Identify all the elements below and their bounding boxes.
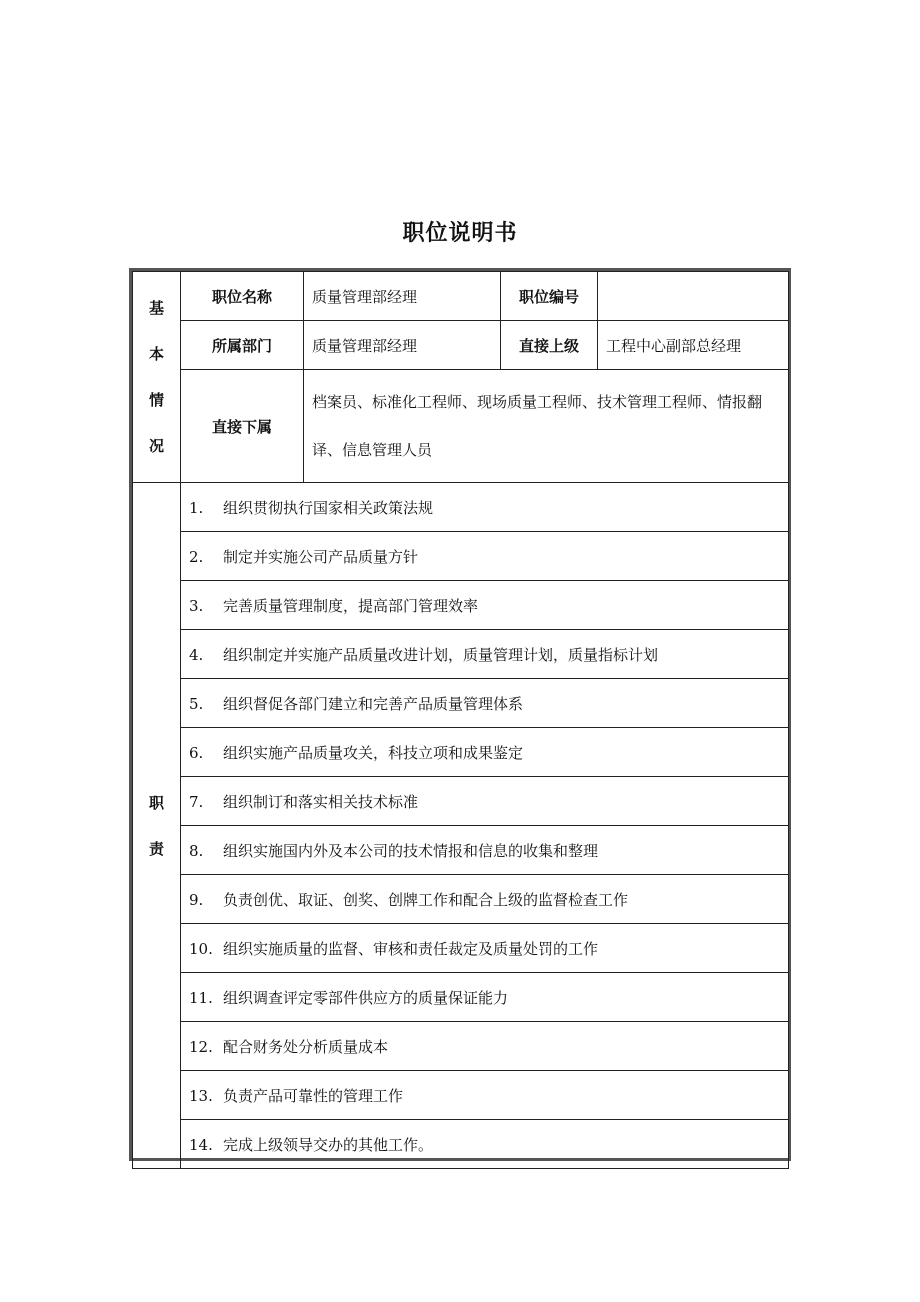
duty-text: 组织制定并实施产品质量改进计划，质量管理计划，质量指标计划: [223, 645, 659, 664]
section-char: 基: [148, 299, 164, 317]
duty-text: 制定并实施公司产品质量方针: [223, 547, 419, 566]
duty-row: [133, 826, 789, 875]
duty-text: 组织实施质量的监督、审核和责任裁定及质量处罚的工作: [223, 939, 599, 958]
duty-number: 9.: [189, 890, 204, 909]
duty-item: [181, 1120, 789, 1169]
duty-text: 完成上级领导交办的其他工作。: [223, 1135, 434, 1154]
duty-row: [133, 581, 789, 630]
basic-info-section-label: [133, 272, 181, 483]
duty-number: 7.: [189, 792, 204, 811]
duty-number: 4.: [189, 645, 204, 664]
duty-row: [133, 483, 789, 532]
duty-item: [181, 1071, 789, 1120]
job-description-table: [132, 271, 789, 1169]
section-char: 本: [148, 345, 164, 363]
duty-text: 组织督促各部门建立和完善产品质量管理体系: [223, 694, 524, 713]
duty-item: [181, 728, 789, 777]
duty-number: 12.: [189, 1037, 213, 1056]
duty-row: [133, 1120, 789, 1169]
duty-number: 5.: [189, 694, 204, 713]
duty-number: 1.: [189, 498, 204, 517]
duty-row: [133, 728, 789, 777]
duty-item: [181, 679, 789, 728]
duty-number: 13.: [189, 1086, 213, 1105]
duty-row: [133, 532, 789, 581]
duties-section-label: [133, 483, 181, 1169]
section-char: 况: [148, 437, 164, 455]
duty-row: [133, 875, 789, 924]
position-name-label: 职位名称: [181, 272, 304, 321]
department-label: 所属部门: [181, 321, 304, 370]
duty-row: [133, 630, 789, 679]
row-department: [133, 321, 789, 370]
superior-label: 直接上级: [501, 321, 598, 370]
duty-row: [133, 924, 789, 973]
duty-text: 负责创优、取证、创奖、创牌工作和配合上级的监督检查工作: [223, 890, 629, 909]
superior-value: 工程中心副部总经理: [598, 321, 789, 370]
duty-number: 11.: [189, 988, 213, 1007]
duty-row: [133, 1022, 789, 1071]
duty-text: 组织制订和落实相关技术标准: [223, 792, 419, 811]
duty-number: 3.: [189, 596, 204, 615]
duty-item: [181, 581, 789, 630]
duty-row: [133, 973, 789, 1022]
row-position-name: [133, 272, 789, 321]
duty-number: 10.: [189, 939, 213, 958]
section-char: 情: [148, 391, 164, 409]
duty-row: [133, 679, 789, 728]
duty-item: [181, 924, 789, 973]
document-title: 职位说明书: [402, 221, 518, 246]
duty-item: [181, 826, 789, 875]
duty-number: 6.: [189, 743, 204, 762]
duty-number: 2.: [189, 547, 204, 566]
department-value: 质量管理部经理: [304, 321, 501, 370]
duty-item: [181, 777, 789, 826]
duty-item: [181, 532, 789, 581]
row-subordinates: [133, 370, 789, 483]
duty-item: [181, 483, 789, 532]
duty-number: 14.: [189, 1135, 213, 1154]
position-code-label: 职位编号: [501, 272, 598, 321]
duty-item: [181, 630, 789, 679]
duty-text: 配合财务处分析质量成本: [223, 1037, 389, 1056]
duty-text: 组织贯彻执行国家相关政策法规: [223, 498, 434, 517]
section-char: 责: [148, 839, 164, 858]
duty-item: [181, 973, 789, 1022]
position-name-value: 质量管理部经理: [304, 272, 501, 321]
duty-row: [133, 777, 789, 826]
position-code-value: [598, 272, 789, 321]
section-char: 职: [148, 793, 164, 812]
duty-text: 负责产品可靠性的管理工作: [223, 1086, 404, 1105]
duty-row: [133, 1071, 789, 1120]
duty-item: [181, 1022, 789, 1071]
duty-text: 组织实施国内外及本公司的技术情报和信息的收集和整理: [223, 841, 599, 860]
duty-text: 组织实施产品质量攻关，科技立项和成果鉴定: [223, 743, 524, 762]
subordinates-value: 档案员、标准化工程师、现场质量工程师、技术管理工程师、情报翻译、信息管理人员: [304, 370, 789, 483]
duty-text: 组织调查评定零部件供应方的质量保证能力: [223, 988, 509, 1007]
duty-item: [181, 875, 789, 924]
subordinates-label: 直接下属: [181, 370, 304, 483]
duty-number: 8.: [189, 841, 204, 860]
duty-text: 完善质量管理制度，提高部门管理效率: [223, 596, 479, 615]
